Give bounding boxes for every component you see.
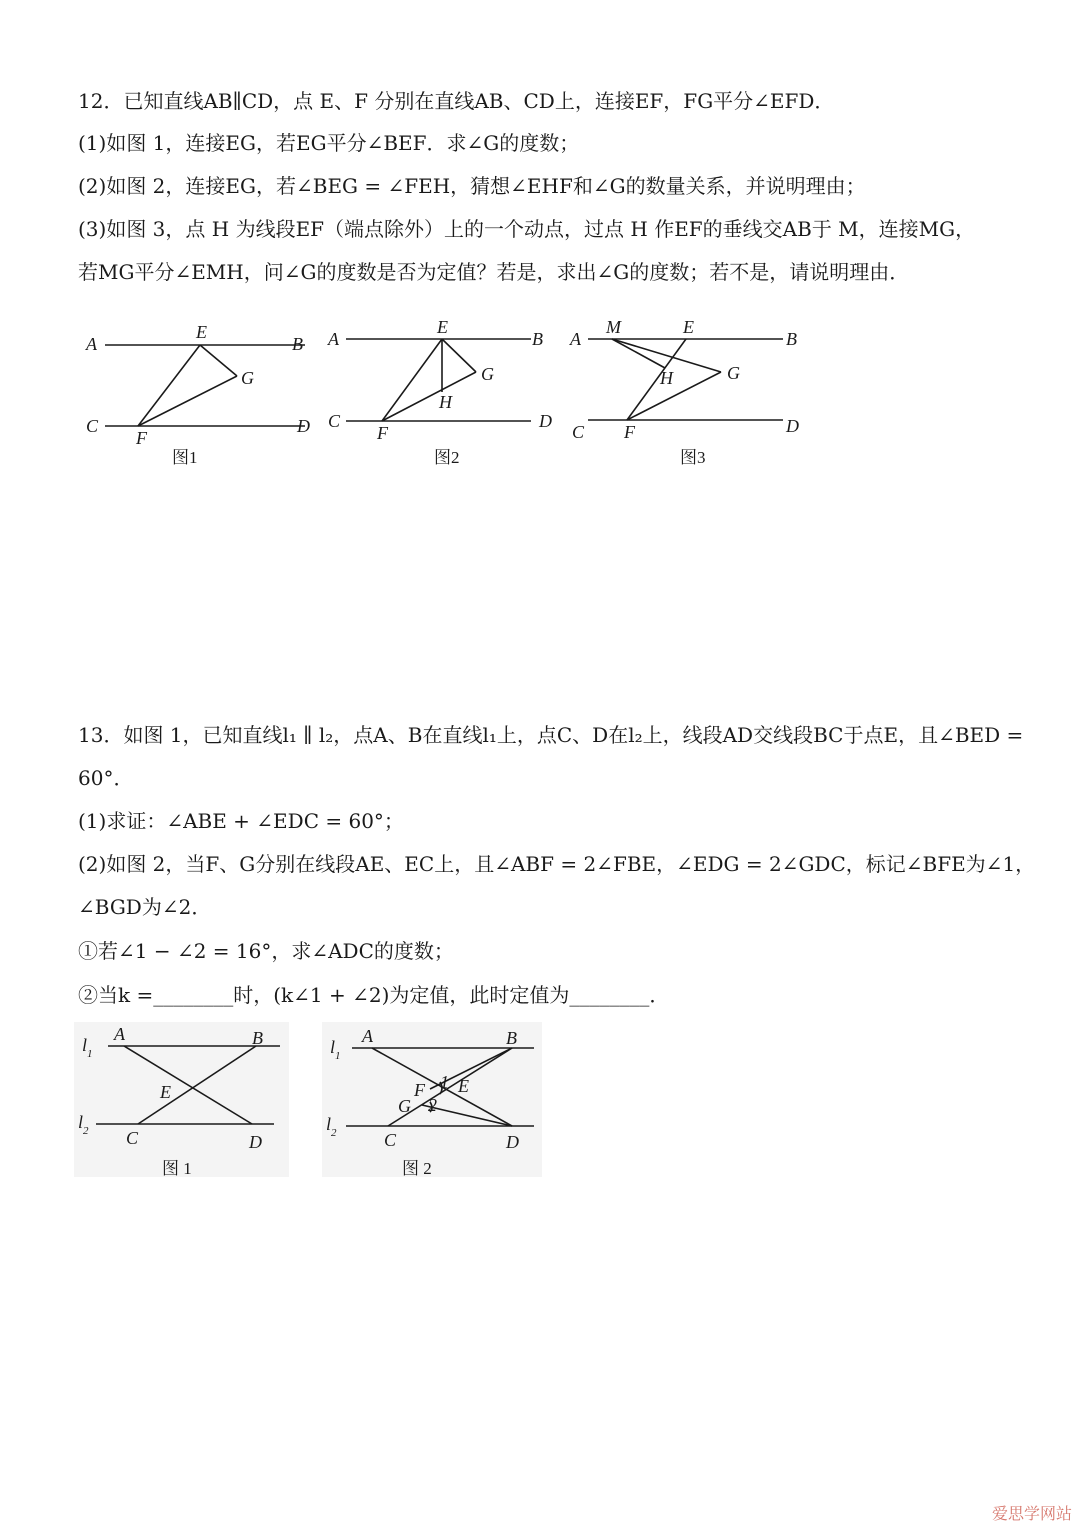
- label-f: F: [624, 422, 635, 442]
- label-f: F: [136, 428, 147, 448]
- segment-ef: [138, 345, 200, 426]
- q13-subpart2: ②当k =________时，(k∠1 + ∠2)为定值，此时定值为________．: [78, 983, 670, 1007]
- q12-stem: 12．已知直线AB∥CD，点 E、F 分别在直线AB、CD上，连接EF，FG平分∠EFD．: [78, 89, 835, 113]
- label-f: F: [377, 423, 388, 443]
- q13-part2-line2: ∠BGD为∠2．: [78, 895, 212, 919]
- q13-stem-line2: 60°．: [78, 766, 134, 790]
- segment-eg: [200, 345, 237, 376]
- label-g: G: [727, 363, 740, 383]
- watermark-text: 爱思学网站: [991, 1504, 1072, 1523]
- q12-part2: (2)如图 2，连接EG，若∠BEG = ∠FEH，猜想∠EHF和∠G的数量关系，并说明理由；: [78, 174, 866, 198]
- label-c: C: [126, 1128, 139, 1148]
- q12-part1: (1)如图 1，连接EG，若EG平分∠BEF．求∠G的度数；: [78, 131, 580, 155]
- label-f: F: [414, 1080, 425, 1100]
- label-c: C: [328, 411, 341, 431]
- label-e: E: [160, 1082, 171, 1102]
- label-d: D: [506, 1132, 519, 1152]
- label-l1: $l_1$: [330, 1037, 341, 1062]
- q13-figure-2: [322, 1022, 542, 1182]
- q13-subpart1: ①若∠1 − ∠2 = 16°，求∠ADC的度数；: [78, 939, 454, 963]
- figure-caption: 图1: [172, 448, 198, 467]
- label-g: G: [481, 364, 494, 384]
- label-h: H: [660, 368, 673, 388]
- label-b: B: [532, 329, 543, 349]
- q13-figure-1: [74, 1022, 289, 1182]
- label-a: A: [328, 329, 339, 349]
- q13-part2-line1: (2)如图 2，当F、G分别在线段AE、EC上，且∠ABF = 2∠FBE，∠EDG = 2∠GDC，标记∠BFE为∠1，: [78, 852, 1036, 876]
- label-e: E: [437, 317, 448, 337]
- label-e: E: [458, 1076, 469, 1096]
- label-d: D: [297, 416, 310, 436]
- segment-fg: [138, 376, 237, 426]
- label-c: C: [572, 422, 585, 442]
- segment-eg: [442, 339, 476, 372]
- segment-mh: [612, 339, 665, 368]
- label-a: A: [86, 334, 97, 354]
- label-b: B: [252, 1028, 263, 1048]
- label-g: G: [398, 1096, 411, 1116]
- label-h: H: [439, 392, 452, 412]
- label-l2: $l_2$: [78, 1112, 89, 1137]
- q12-part3-line1: (3)如图 3，点 H 为线段EF（端点除外）上的一个动点，过点 H 作EF的垂线交AB于 M，连接MG，: [78, 217, 976, 241]
- label-e: E: [196, 322, 207, 342]
- q13-stem-line1: 13．如图 1，已知直线l₁ ∥ l₂，点A、B在直线l₁上，点C、D在l₂上，线段AD交线段BC于点E，且∠BED =: [78, 723, 1024, 747]
- label-a: A: [114, 1024, 125, 1044]
- label-c: C: [384, 1130, 397, 1150]
- figure-caption: 图3: [680, 448, 706, 467]
- figure-caption: 图2: [434, 448, 460, 467]
- label-c: C: [86, 416, 99, 436]
- label-d: D: [786, 416, 799, 436]
- angle-1-label: 1: [440, 1072, 449, 1092]
- segment-fg: [382, 372, 476, 421]
- q12-figure-1: [80, 318, 320, 478]
- q13-part1: (1)求证：∠ABE + ∠EDC = 60°；: [78, 809, 404, 833]
- label-d: D: [249, 1132, 262, 1152]
- label-b: B: [506, 1028, 517, 1048]
- label-d: D: [539, 411, 552, 431]
- figure-caption: 图 1: [162, 1159, 192, 1178]
- label-a: A: [362, 1026, 373, 1046]
- label-m: M: [606, 317, 621, 337]
- segment-ef: [382, 339, 442, 421]
- label-e: E: [683, 317, 694, 337]
- segment-fg: [627, 372, 721, 420]
- label-g: G: [241, 368, 254, 388]
- q12-figure-3: [568, 314, 813, 478]
- figure-caption: 图 2: [402, 1159, 432, 1178]
- label-l1: $l_1$: [82, 1035, 93, 1060]
- q12-part3-line2: 若MG平分∠EMH，问∠G的度数是否为定值？若是，求出∠G的度数；若不是，请说明理由．: [78, 260, 910, 284]
- label-a: A: [570, 329, 581, 349]
- q12-figure-2: [326, 314, 566, 478]
- label-l2: $l_2$: [326, 1114, 337, 1139]
- angle-2-label: 2: [428, 1095, 437, 1115]
- label-b: B: [786, 329, 797, 349]
- label-b: B: [292, 334, 303, 354]
